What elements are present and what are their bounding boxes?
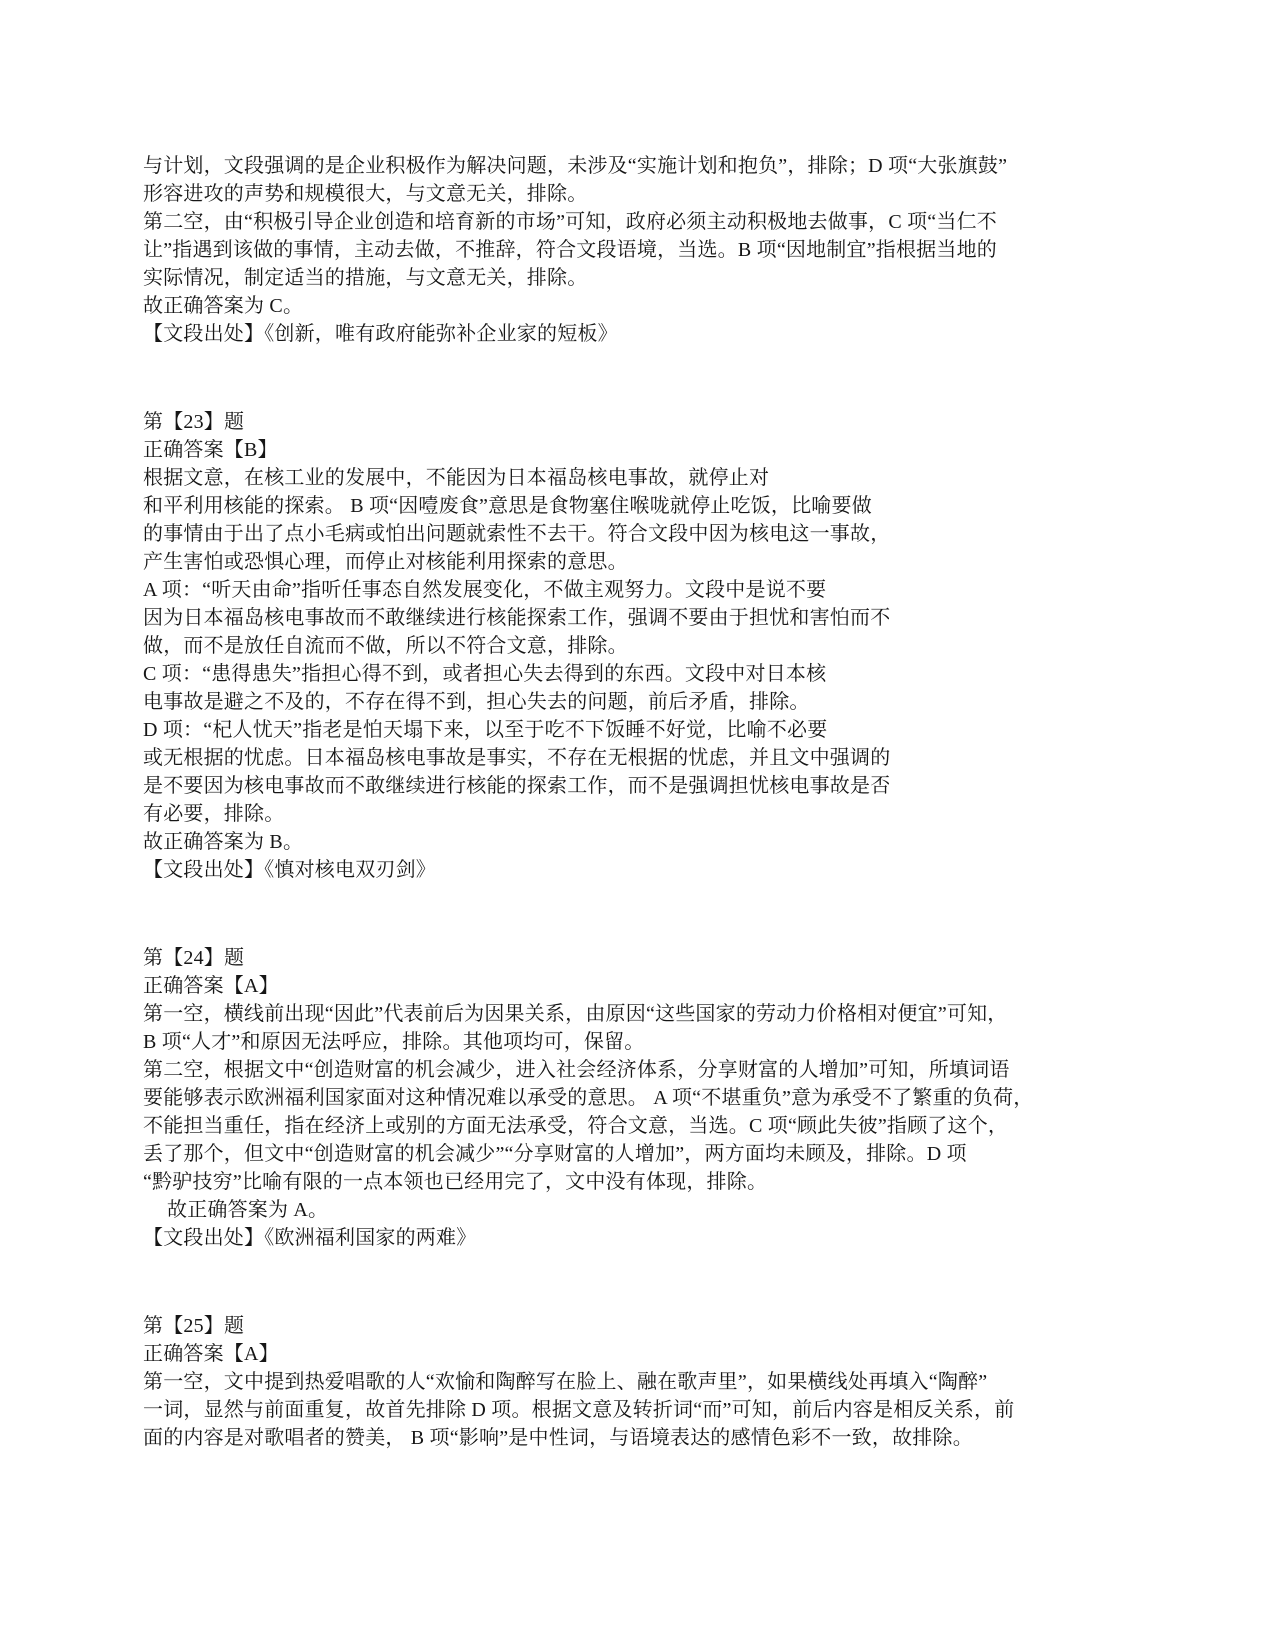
text-line: 让”指遇到该做的事情，主动去做，不推辞，符合文段语境，当选。B 项“因地制宜”指根据当地的 bbox=[143, 239, 997, 261]
section-question-22-explanation-tail bbox=[143, 152, 1203, 348]
question-heading: 第【25】题 bbox=[143, 1315, 245, 1337]
section-question-23-explanation bbox=[143, 408, 1203, 884]
text-line: 不能担当重任，指在经济上或别的方面无法承受，符合文意，当选。C 项“顾此失彼”指顾了这个， bbox=[143, 1115, 1009, 1137]
text-line: 或无根据的忧虑。日本福岛核电事故是事实，不存在无根据的忧虑，并且文中强调的 bbox=[143, 747, 891, 769]
text-line: 产生害怕或恐惧心理，而停止对核能利用探索的意思。 bbox=[143, 551, 628, 573]
text-line: 一词，显然与前面重复，故首先排除 D 项。根据文意及转折词“而”可知，前后内容是相反关系，前 bbox=[143, 1399, 1015, 1421]
answer-statement: 故正确答案为 B。 bbox=[143, 831, 304, 853]
text-line: 的事情由于出了点小毛病或怕出问题就索性不去干。符合文段中因为核电这一事故， bbox=[143, 523, 891, 545]
text-line: “黔驴技穷”比喻有限的一点本领也已经用完了，文中没有体现，排除。 bbox=[143, 1171, 768, 1193]
text-line: 是不要因为核电事故而不敢继续进行核能的探索工作，而不是强调担忧核电事故是否 bbox=[143, 775, 891, 797]
question-heading: 第【24】题 bbox=[143, 947, 245, 969]
section-question-24-explanation bbox=[143, 944, 1203, 1252]
text-line: 第一空，横线前出现“因此”代表前后为因果关系，由原因“这些国家的劳动力价格相对便宜”可知， bbox=[143, 1003, 1008, 1025]
answer-statement: 故正确答案为 C。 bbox=[143, 295, 304, 317]
text-line: 有必要，排除。 bbox=[143, 803, 285, 825]
correct-answer-line: 正确答案【A】 bbox=[143, 975, 279, 997]
answer-statement: 故正确答案为 A。 bbox=[167, 1199, 329, 1221]
text-line: 要能够表示欧洲福利国家面对这种情况难以承受的意思。 A 项“不堪重负”意为承受不了繁重的负荷， bbox=[143, 1087, 1034, 1109]
text-line: A 项：“听天由命”指听任事态自然发展变化，不做主观努力。文段中是说不要 bbox=[143, 579, 827, 601]
correct-answer-line: 正确答案【B】 bbox=[143, 439, 278, 461]
text-line: 因为日本福岛核电事故而不敢继续进行核能探索工作，强调不要由于担忧和害怕而不 bbox=[143, 607, 891, 629]
text-line: 第一空，文中提到热爱唱歌的人“欢愉和陶醉写在脸上、融在歌声里”，如果横线处再填入“陶醉” bbox=[143, 1371, 988, 1393]
document-page bbox=[143, 152, 1203, 1452]
text-line: 电事故是避之不及的，不存在得不到，担心失去的问题，前后矛盾，排除。 bbox=[143, 691, 810, 713]
text-line: 做，而不是放任自流而不做，所以不符合文意，排除。 bbox=[143, 635, 628, 657]
source-reference: 【文段出处】《欧洲福利国家的两难》 bbox=[143, 1227, 477, 1249]
section-question-25-explanation bbox=[143, 1312, 1203, 1452]
text-line: 根据文意，在核工业的发展中，不能因为日本福岛核电事故，就停止对 bbox=[143, 467, 770, 489]
text-line: 和平利用核能的探索。 B 项“因噎废食”意思是食物塞住喉咙就停止吃饭，比喻要做 bbox=[143, 495, 872, 517]
correct-answer-line: 正确答案【A】 bbox=[143, 1343, 279, 1365]
text-line: 实际情况，制定适当的措施，与文意无关，排除。 bbox=[143, 267, 588, 289]
text-line: 第二空，由“积极引导企业创造和培育新的市场”可知，政府必须主动积极地去做事，C 项“当仁不 bbox=[143, 211, 997, 233]
text-line: B 项“人才”和原因无法呼应，排除。其他项均可，保留。 bbox=[143, 1031, 645, 1053]
text-line: C 项：“患得患失”指担心得不到，或者担心失去得到的东西。文段中对日本核 bbox=[143, 663, 827, 685]
text-line: 丢了那个，但文中“创造财富的机会减少”“分享财富的人增加”，两方面均未顾及，排除。D 项 bbox=[143, 1143, 967, 1165]
text-line: 第二空，根据文中“创造财富的机会减少，进入社会经济体系，分享财富的人增加”可知，所填词语 bbox=[143, 1059, 1010, 1081]
source-reference: 【文段出处】《慎对核电双刃剑》 bbox=[143, 859, 436, 881]
question-heading: 第【23】题 bbox=[143, 411, 245, 433]
text-line: 面的内容是对歌唱者的赞美， B 项“影响”是中性词，与语境表达的感情色彩不一致，故排除。 bbox=[143, 1427, 973, 1449]
text-line: 形容进攻的声势和规模很大，与文意无关，排除。 bbox=[143, 183, 588, 205]
source-reference: 【文段出处】《创新，唯有政府能弥补企业家的短板》 bbox=[143, 323, 618, 345]
text-line: D 项：“杞人忧天”指老是怕天塌下来，以至于吃不下饭睡不好觉，比喻不必要 bbox=[143, 719, 828, 741]
text-line: 与计划，文段强调的是企业积极作为解决问题，未涉及“实施计划和抱负”，排除；D 项“大张旗鼓” bbox=[143, 155, 1008, 177]
